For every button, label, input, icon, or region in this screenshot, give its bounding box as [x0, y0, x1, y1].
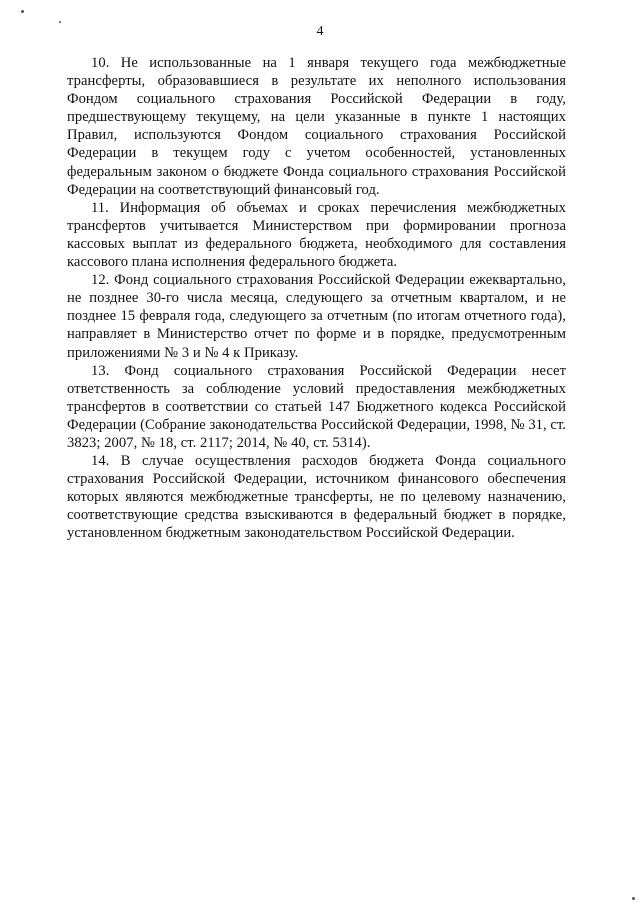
page-number: 4	[316, 24, 324, 39]
paragraph-10: 10. Не использованные на 1 января текущего года межбюджетные трансферты, образовавшиеся в результате их неполного использования Фондом социального страхования Российской Федерации в году, предшествующему текущему, на цели указанные в пункте 1 настоящих Правил, используются Фондом социального страхования Российской Федерации в текущем году с учетом особенностей, установленных федеральным законом о бюджете Фонда социального страхования Российской Федерации на соответствующий финансовый год.	[67, 55, 566, 198]
paragraph-14: 14. В случае осуществления расходов бюджета Фонда социального страхования Российской Федерации, источником финансового обеспечения которых являются межбюджетные трансферты, не по целевому назначению, соответствующие средства взыскиваются в федеральный бюджет в порядке, установленном бюджетным законодательством Российской Федерации.	[67, 453, 566, 542]
scan-speck	[21, 10, 24, 13]
document-body	[67, 54, 566, 543]
paragraph-12: 12. Фонд социального страхования Российской Федерации ежеквартально, не позднее 30-го числа месяца, следующего за отчетным кварталом, и не позднее 15 февраля года, следующего за отчетным (по итогам отчетного года), направляет в Министерство отчет по форме и в порядке, предусмотренным приложениями № 3 и № 4 к Приказу.	[67, 272, 566, 361]
paragraph-13: 13. Фонд социального страхования Российской Федерации несет ответственность за соблюдение условий предоставления межбюджетных трансфертов в соответствии со статьей 147 Бюджетного кодекса Российской Федерации (Собрание законодательства Российской Федерации, 1998, № 31, ст. 3823; 2007, № 18, ст. 2117; 2014, № 40, ст. 5314).	[67, 362, 566, 451]
scan-speck	[59, 21, 61, 23]
paragraph-11: 11. Информация об объемах и сроках перечисления межбюджетных трансфертов учитывается Министерством при формировании прогноза кассовых выплат из федерального бюджета, необходимого для составления кассового плана исполнения федерального бюджета.	[67, 199, 566, 271]
scan-speck	[632, 897, 635, 900]
